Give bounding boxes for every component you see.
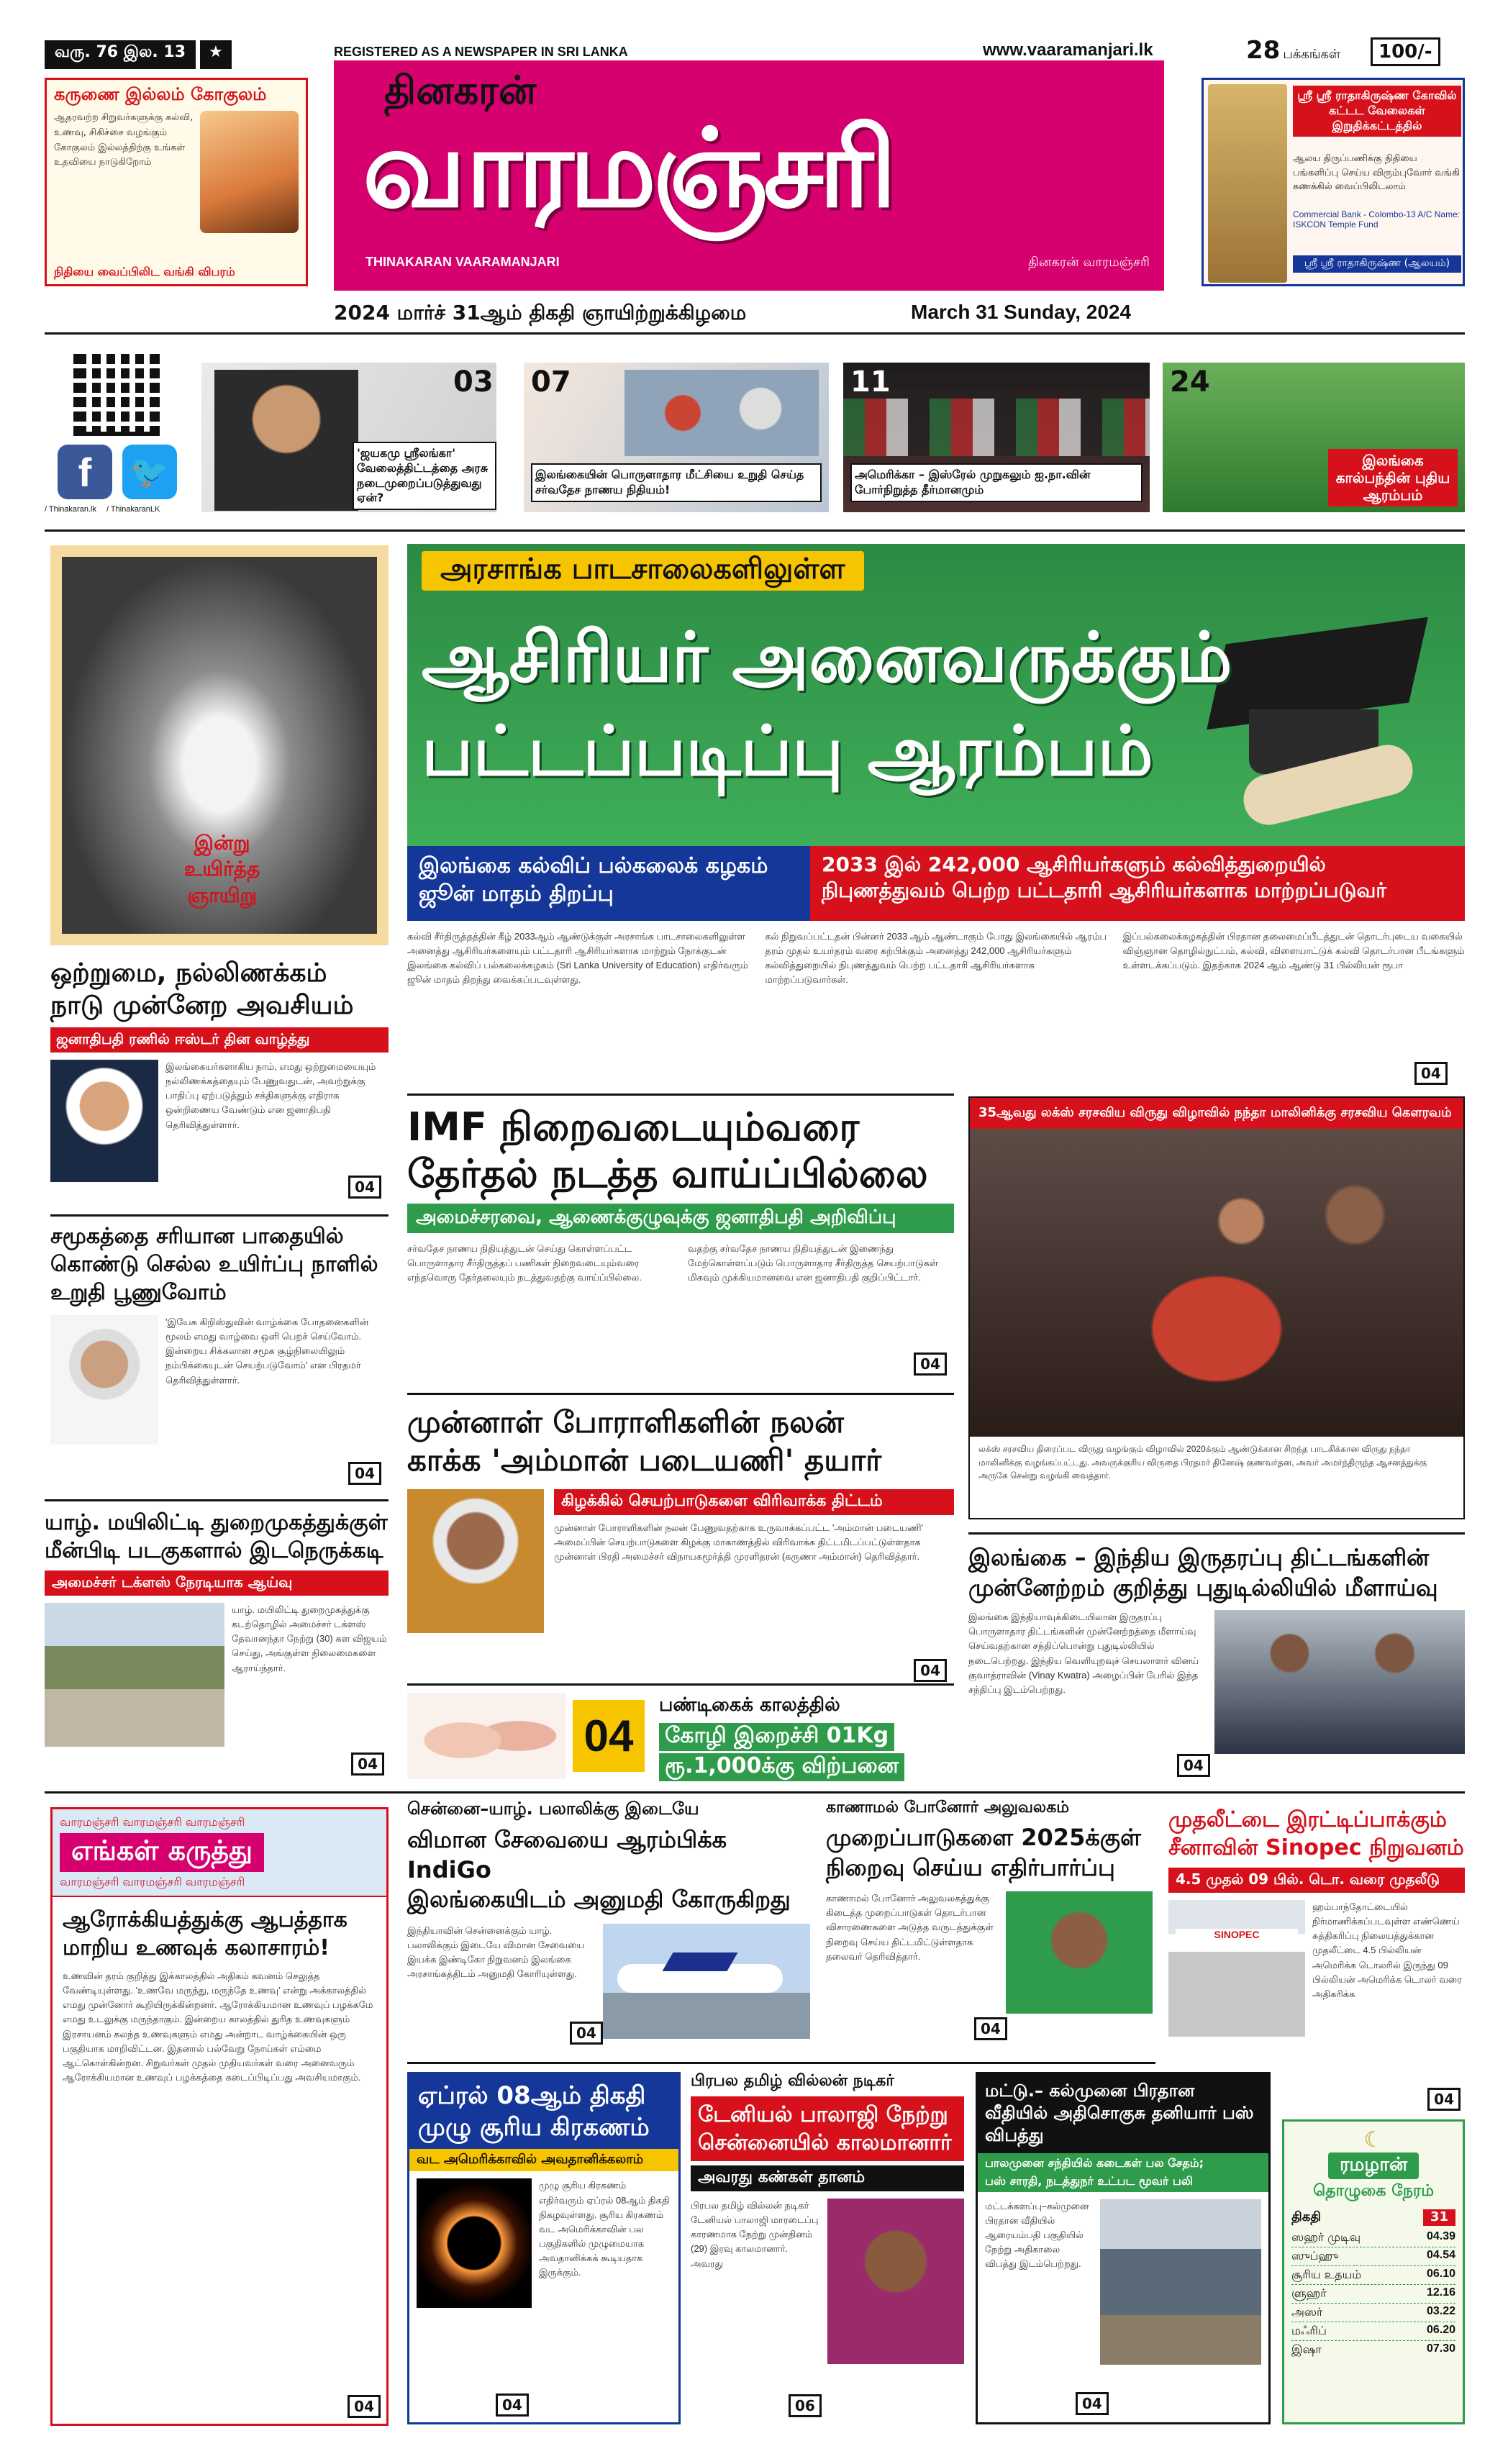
editorial-headline: ஆரோக்கியத்துக்கு ஆபத்தாக மாறிய உணவுக் கலாசாரம்! bbox=[63, 1907, 348, 1960]
date-tamil: 2024 மார்ச் 31ஆம் திகதி ஞாயிற்றுக்கிழமை bbox=[334, 301, 747, 324]
chennai-body: இந்தியாவின் சென்னைக்கும் யாழ். பலாலிக்கும் இடையே விமான சேவையை இயக்க இண்டிகோ நிறுவனம் இலங்கை அரசாங்கத்திடம் அனுமதி கோரியுள்ளது. bbox=[407, 1924, 585, 1980]
table-row bbox=[1291, 2247, 1455, 2266]
nameplate-small-title: தினகரன் bbox=[384, 68, 537, 113]
unity-body: இலங்கையர்களாகிய நாம், எமது ஒற்றுமையையும் நல்லிணக்கத்தையும் பேணுவதுடன், அவற்றுக்கு பாதிப்பு ஏற்படுத்தும் சக்திகளுக்கு எதிராக ஒன்றிணைய வேண்டும் என ஜனாதிபதி தெரிவித்துள்ளார். bbox=[165, 1061, 376, 1130]
daniel-body: பிரபல தமிழ் வில்லன் நடிகர் டேனியல் பாலாஜி மாரடைப்பு காரணமாக நேற்று முன்தினம் (29) இரவு காலமானார். அவரது bbox=[691, 2200, 819, 2269]
ammaan-headline-2: காக்க 'அம்மான் படையணி' தயார் bbox=[407, 1442, 882, 1478]
ramadan-subtitle: தொழுகை நேரம் bbox=[1313, 2182, 1434, 2200]
prayer-time: 06.20 bbox=[1426, 2324, 1455, 2336]
teaser-2-photo bbox=[624, 370, 819, 456]
lead-body bbox=[407, 929, 1465, 1081]
imf-jump[interactable]: 04 bbox=[914, 1353, 947, 1376]
price-box: 100/- bbox=[1371, 37, 1440, 66]
table-row bbox=[1291, 2322, 1455, 2341]
daniel-article[interactable] bbox=[691, 2072, 964, 2424]
editorial-banner-bottom: வாரமஞ்சரி வாரமஞ்சரி வாரமஞ்சரி bbox=[60, 1875, 245, 1888]
table-row bbox=[1291, 2304, 1455, 2322]
ramadan-box bbox=[1282, 2119, 1465, 2424]
teaser-1-page: 03 bbox=[453, 365, 494, 399]
jesus-image bbox=[62, 557, 377, 934]
table-row bbox=[1291, 2341, 1455, 2359]
temple-illustration bbox=[1208, 84, 1287, 283]
prayer-name: மஃரிப் bbox=[1291, 2324, 1327, 2337]
teaser-4-page: 24 bbox=[1170, 365, 1210, 399]
right-ad[interactable] bbox=[1202, 78, 1465, 286]
prayer-time: 03.22 bbox=[1426, 2305, 1455, 2317]
page-count bbox=[1246, 36, 1340, 65]
teaser-2-caption: இலங்கையின் பொருளாதார மீட்சியை உறுதி செய்த சர்வதேச நாணய நிதியம்! bbox=[531, 463, 822, 502]
bus-headline: மட்டு.– கல்முனை பிரதான வீதியில் அதிசொகுசு தனியார் பஸ் விபத்து bbox=[978, 2074, 1268, 2153]
bus-body: மட்டக்களப்பு–கல்முனை பிரதான வீதியில் ஆரையம்பதி பகுதியில் நேற்று அதிகாலை விபத்து இடம்பெற்றது. bbox=[985, 2200, 1089, 2270]
chicken-line-1: பண்டிகைக் காலத்தில் bbox=[659, 1694, 840, 1716]
teaser-1-photo bbox=[214, 370, 358, 511]
right-ad-body: ஆலய திருப்பணிக்கு நிதியை பங்களிப்பு செய்ய விரும்புவோர் வங்கி கணக்கில் வைப்பிலிடலாம் bbox=[1293, 153, 1460, 192]
teaser-3-caption: அமெரிக்கா – இஸ்ரேல் முறுகலும் ஐ.நா.வின் போர்நிறுத்த தீர்மானமும் bbox=[850, 463, 1143, 502]
pm-body: 'இயேசு கிறிஸ்துவின் வாழ்க்கை போதனைகளின் மூலம் எமது வாழ்வை ஒளி பெறச் செய்வோம். இன்றைய சிக்கலான சமூக சூழ்நிலையிலும் நம்பிக்கையுடன் செயற்படுவோம்' என பிரதமர் தெரிவித்துள்ளார். bbox=[165, 1317, 369, 1386]
lead-headline-1: ஆசிரியர் அனைவருக்கும் bbox=[422, 617, 1232, 698]
ammaan-body: முன்னாள் போராளிகளின் நலன் பேணுவதற்காக உருவாக்கப்பட்ட 'அம்மான் படையணி' அமைப்பின் செயற்பாடுகளை கிழக்கு மாகாணத்தில் விரிவாக்க திட்டமிடப்பட்டுள்ளதாக முன்னாள் பிரதி அமைச்சர் விநாயகமூர்த்தி முரளிதரன் (கருணா அம்மான்) தெரிவித்தார். bbox=[554, 1522, 924, 1563]
indigo-plane-photo bbox=[603, 1924, 810, 2039]
easter-box[interactable] bbox=[50, 545, 389, 945]
india-headline-2: முன்னேற்றம் குறித்து புதுடில்லியில் மீளாய்வு bbox=[968, 1573, 1438, 1601]
editorial-title: எங்கள் கருத்து bbox=[60, 1833, 264, 1872]
lead-body-col-3: இப்பல்கலைக்கழகத்தின் பிரதான தலைமைப்பீடத்துடன் தொடர்புடைய வகையில் விஞ்ஞான தொழில்நுட்பம், கல்வி, விளையாட்டுக் கல்வி தொடர்பான பீடங்களும் உள்ளடக்கப்படும். இதற்காக 2024 ஆம் ஆண்டு 31 பில்லியன் ரூபா bbox=[1122, 931, 1465, 971]
ramadan-date-value: 31 bbox=[1423, 2209, 1455, 2226]
left-ad-footer: நிதியை வைப்பிலிட வங்கி விபரம் bbox=[54, 265, 235, 278]
missing-official-photo bbox=[1006, 1891, 1153, 2014]
missing-kicker: காணாமல் போனோர் அலுவலகம் bbox=[826, 1799, 1069, 1817]
krishna-illustration bbox=[200, 111, 299, 233]
prayer-time: 12.16 bbox=[1426, 2286, 1455, 2299]
editorial-banner-top: வாரமஞ்சரி வாரமஞ்சரி வாரமஞ்சரி bbox=[60, 1815, 245, 1829]
unity-jump[interactable]: 04 bbox=[348, 1176, 381, 1199]
eclipse-image bbox=[417, 2178, 532, 2308]
qr-code-icon[interactable] bbox=[73, 350, 160, 436]
editorial-jump[interactable]: 04 bbox=[348, 2395, 381, 2418]
teaser-1[interactable] bbox=[201, 363, 496, 512]
daniel-headline-2: சென்னையில் காலமானார் bbox=[698, 2130, 952, 2155]
chennai-kicker: சென்னை–யாழ். பலாலிக்கு இடையே bbox=[407, 1799, 699, 1819]
teaser-2-page: 07 bbox=[531, 365, 571, 399]
easter-line-3: ஞாயிறு bbox=[187, 883, 258, 907]
left-ad-body: ஆதரவற்ற சிறுவர்களுக்கு கல்வி, உணவு, சிகிச்சை வழங்கும் கோகுலம் இல்லத்திற்கு உங்கள் உதவியை நாடுகிறோம் bbox=[54, 112, 194, 168]
sinopec-article[interactable] bbox=[1168, 1806, 1465, 2115]
crescent-icon: ☾ bbox=[1363, 2127, 1384, 2152]
ranil-photo bbox=[50, 1060, 158, 1182]
prayer-time: 04.39 bbox=[1426, 2230, 1455, 2242]
table-row bbox=[1291, 2266, 1455, 2285]
ammaan-article[interactable] bbox=[407, 1393, 954, 1688]
pm-jump[interactable]: 04 bbox=[348, 1462, 381, 1485]
india-article[interactable] bbox=[968, 1532, 1465, 1781]
prayer-name: ளுஹர் bbox=[1291, 2286, 1327, 2300]
teaser-3-page: 11 bbox=[850, 365, 891, 399]
bus-sub-1: பாலமுனை சந்தியில் கடைகள் பல சேதம்; bbox=[978, 2153, 1268, 2174]
daniel-photo bbox=[827, 2199, 964, 2364]
registered-line: REGISTERED AS A NEWSPAPER IN SRI LANKA bbox=[334, 45, 628, 59]
myliddy-photo bbox=[45, 1603, 224, 1747]
unity-sub: ஜனாதிபதி ரணில் ஈஸ்டர் தின வாழ்த்து bbox=[50, 1027, 389, 1053]
teaser-1-caption: 'ஜயகமு ஸ்ரீலங்கா' வேலைத்திட்டத்தை அரசு நடைமுறைப்படுத்துவது ஏன்? bbox=[353, 442, 496, 510]
india-jump[interactable]: 04 bbox=[1177, 1754, 1210, 1777]
website-link[interactable]: www.vaaramanjari.lk bbox=[983, 40, 1153, 60]
twitter-icon[interactable]: 🐦 bbox=[122, 445, 177, 499]
left-ad-title: கருணை இல்லம் கோகுலம் bbox=[54, 84, 267, 104]
photo-news[interactable] bbox=[968, 1096, 1465, 1519]
india-body: இலங்கை இந்தியாவுக்கிடையிலான இருதரப்பு பொருளாதார திட்டங்களின் முன்னேற்றத்தை மீளாய்வு செய்வதற்கான சந்திப்பொன்று புதுடில்லியில் நடைபெற்றது. இந்திய வெளியுறவுச் செயலாளர் வினய் குவாத்ராவின் (Vinay Kwatra) அழைப்பின் பேரில் இந்த சந்திப்பு இடம்பெற்றது. bbox=[968, 1611, 1199, 1695]
facebook-handle[interactable]: / Thinakaran.lk bbox=[45, 505, 96, 514]
left-ad[interactable] bbox=[45, 78, 308, 286]
missing-headline-2: நிறைவு செய்ய எதிர்பார்ப்பு bbox=[826, 1853, 1115, 1881]
teaser-3-photo bbox=[843, 399, 1150, 456]
ramadan-date-label: திகதி bbox=[1291, 2209, 1322, 2224]
india-photo bbox=[1214, 1610, 1465, 1754]
easter-line-1: இன்று bbox=[194, 831, 250, 855]
bus-article[interactable] bbox=[976, 2072, 1271, 2424]
right-ad-footer: ஸ்ரீ ஸ்ரீ ராதாகிருஷ்ண (ஆலயம்) bbox=[1293, 255, 1461, 273]
ammaan-jump[interactable]: 04 bbox=[914, 1659, 947, 1682]
ramadan-table bbox=[1291, 2229, 1455, 2359]
chicken-ad[interactable] bbox=[407, 1683, 954, 1784]
pm-article[interactable] bbox=[50, 1214, 389, 1488]
lead-sub-right: 2033 இல் 242,000 ஆசிரியர்களும் கல்வித்துறையில் நிபுணத்துவம் பெற்ற பட்டதாரி ஆசிரியர்களாக மாற்றப்படுவர் bbox=[810, 846, 1465, 921]
imf-headline-2: தேர்தல் நடத்த வாய்ப்பில்லை bbox=[407, 1150, 928, 1196]
eclipse-jump[interactable]: 04 bbox=[496, 2393, 529, 2417]
ammaan-headline-1: முன்னாள் போராளிகளின் நலன் bbox=[407, 1404, 844, 1440]
imf-body-1: சர்வதேச நாணய நிதியத்துடன் செய்து கொள்ளப்பட்ட பொருளாதார சீர்திருத்தப் பணிகள் நிறைவடையும்வரை எந்தவொரு தேர்தலையும் நடத்துவதற்கு வாய்ப்பில்லை. bbox=[407, 1242, 642, 1283]
prayer-time: 07.30 bbox=[1426, 2342, 1455, 2355]
teaser-4-caption: இலங்கை கால்பந்தின் புதிய ஆரம்பம் bbox=[1328, 449, 1458, 506]
ramadan-title: ரமழான் bbox=[1328, 2152, 1419, 2179]
unity-article[interactable] bbox=[50, 957, 389, 1201]
chennai-jump[interactable]: 04 bbox=[570, 2022, 603, 2045]
missing-body: காணாமல் போனோர் அலுவலகத்துக்கு கிடைத்த முறைப்பாடுகள் தொடர்பான விசாரணைகளை அடுத்த வருடத்துக்குள் நிறைவு செய்ய திட்டமிட்டுள்ளதாக தலைவர் தெரிவித்தார். bbox=[826, 1893, 994, 1962]
teaser-4[interactable] bbox=[1163, 363, 1465, 512]
prayer-name: ஸுப்ஹு bbox=[1291, 2249, 1339, 2263]
star-icon: ★ bbox=[200, 40, 232, 69]
eclipse-article[interactable] bbox=[407, 2072, 681, 2424]
facebook-icon[interactable]: f bbox=[58, 445, 112, 499]
eclipse-sub: வட அமெரிக்காவில் அவதானிக்கலாம் bbox=[409, 2149, 678, 2171]
lead-jump[interactable]: 04 bbox=[1414, 1062, 1448, 1085]
twitter-handle[interactable]: / ThinakaranLK bbox=[106, 505, 160, 514]
sinopec-headline-2: சீனாவின் Sinopec நிறுவனம் bbox=[1168, 1835, 1464, 1860]
teaser-2[interactable] bbox=[524, 363, 829, 512]
nameplate-english: THINAKARAN VAARAMANJARI bbox=[365, 255, 560, 269]
eclipse-headline-1: ஏப்ரல் 08ஆம் திகதி bbox=[418, 2081, 646, 2110]
sinopec-station-photo: SINOPEC bbox=[1168, 1900, 1305, 2037]
karuna-photo bbox=[407, 1489, 544, 1633]
date-english: March 31 Sunday, 2024 bbox=[911, 301, 1132, 323]
chennai-headline-2: இலங்கையிடம் அனுமதி கோருகிறது bbox=[407, 1886, 791, 1914]
sinopec-jump[interactable]: 04 bbox=[1427, 2088, 1461, 2111]
lead-body-col-2: கல் நிறுவப்பட்டதன் பின்னர் 2033 ஆம் ஆண்டாகும் போது இலங்கையில் ஆரம்ப தரம் முதல் உயர்தரம் வரை கற்பிக்கும் அனைத்து 242,000 ஆசிரியர்களும் கல்வித்துறையில் நிபுணத்துவம் பெற்ற பட்டதாரி ஆசிரியர்களாக மாற்றப்படுவார்கள். bbox=[765, 931, 1107, 986]
bottom-rule bbox=[407, 2062, 1155, 2064]
easter-line-2: உயிர்த்த bbox=[184, 857, 260, 881]
chicken-photo bbox=[407, 1693, 566, 1779]
lead-banner[interactable] bbox=[407, 544, 1465, 846]
imf-body-2: வதற்கு சர்வதேச நாணய நிதியத்துடன் இணைந்து மேற்கொள்ளப்படும் பொருளாதார சீர்திருத்த செயற்பாடுகள் மிகவும் முக்கியமானவை என ஜனாதிபதி குறிப்பிட்டார். bbox=[688, 1242, 938, 1283]
imf-headline-1: IMF நிறைவடையும்வரை bbox=[407, 1104, 860, 1150]
lead-sub-left: இலங்கை கல்விப் பல்கலைக் கழகம் ஜூன் மாதம் திறப்பு bbox=[407, 846, 810, 921]
chennai-article[interactable] bbox=[407, 1799, 810, 2055]
saraswiya-photo bbox=[970, 1129, 1463, 1437]
bus-sub-2: பஸ் சாரதி, நடத்துநர் உட்பட மூவர் பலி bbox=[978, 2174, 1268, 2192]
right-ad-title: ஸ்ரீ ஸ்ரீ ராதாகிருஷ்ண கோவில் கட்டட வேலைகள் இறுதிக்கட்டத்தில் bbox=[1293, 86, 1461, 137]
myliddy-headline: யாழ். மயிலிட்டி துறைமுகத்துக்குள் மீன்பிடி படகுகளால் இடநெருக்கடி bbox=[45, 1510, 388, 1563]
myliddy-sub: அமைச்சர் டக்ளஸ் நேரடியாக ஆய்வு bbox=[45, 1570, 389, 1596]
prayer-name: இஷா bbox=[1291, 2342, 1322, 2356]
right-ad-bank: Commercial Bank - Colombo-13 A/C Name: ISKCON Temple Fund bbox=[1293, 209, 1461, 229]
chicken-line-2: கோழி இறைச்சி 01Kg bbox=[659, 1723, 894, 1751]
missing-article[interactable] bbox=[826, 1799, 1153, 2055]
sinopec-headline-1: முதலீட்டை இரட்டிப்பாக்கும் bbox=[1168, 1807, 1447, 1832]
teaser-3[interactable] bbox=[843, 363, 1150, 512]
myliddy-body: யாழ். மயிலிட்டி துறைமுகத்துக்கு கடற்தொழில் அமைச்சர் டக்ளஸ் தேவானந்தா நேற்று (30) கள விஜயம் செய்து, அங்குள்ள நிலைமைகளை ஆராய்ந்தார். bbox=[232, 1604, 387, 1673]
nameplate bbox=[334, 60, 1164, 291]
bus-jump[interactable]: 04 bbox=[1076, 2392, 1109, 2415]
nameplate-footer-tamil: தினகரன் வாரமஞ்சரி bbox=[1028, 255, 1150, 270]
page-count-number: 28 bbox=[1246, 36, 1281, 65]
imf-sub: அமைச்சரவை, ஆணைக்குழுவுக்கு ஜனாதிபதி அறிவிப்பு bbox=[407, 1204, 954, 1233]
editorial-body: உணவின் தரம் குறித்து இக்காலத்தில் அதிகம் கவனம் செலுத்த வேண்டியுள்ளது. 'உணவே மருந்து, மருந்தே உணவு' என்று அக்காலத்தில் எமது முன்னோர் கூறியிருக்கின்றனர். ஆரோக்கியமான உணவுப் பழக்கமே எமது உடலுக்கு மருந்தாகும். இன்றைய காலத்தில் துரித உணவுகளும் இரசாயனம் கலந்த உணவுகளும் எமது அன்றாட வாழ்க்கையின் ஒரு பகுதியாக மாறிவிட்டன. இதனால் பல்வேறு நோய்கள் எம்மை ஆட்கொள்கின்றன. சிறுவர்கள் முதல் முதியவர்கள் வரை அனைவரும் ஆரோக்கியமான உணவுப் பழக்கத்தை கடைப்பிடிப்பது அவசியமாகும். bbox=[63, 1970, 373, 2083]
social-block bbox=[45, 350, 188, 515]
lead-headline-2: பட்டப்படிப்பு ஆரம்பம் bbox=[422, 711, 1153, 791]
imf-article[interactable] bbox=[407, 1094, 954, 1381]
missing-jump[interactable]: 04 bbox=[974, 2017, 1007, 2040]
lead-body-col-1: கல்வி சீர்திருத்தத்தின் கீழ் 2033ஆம் ஆண்டுக்குள் அரசாங்க பாடசாலைகளிலுள்ள அனைத்து ஆசிரியர்களையும் பட்டதாரி ஆசிரியர்களாக மாற்றும் நோக்குடன் இலங்கை கல்விப் பல்கலைக்கழகம் (Sri Lanka University of Education) எதிர்வரும் ஜூன் மாதம் திறந்து வைக்கப்படவுள்ளது. bbox=[407, 931, 748, 986]
dinesh-photo bbox=[50, 1315, 158, 1445]
table-row bbox=[1291, 2285, 1455, 2304]
volume-number: வரு. 76 இல. 13 bbox=[45, 40, 196, 69]
photo-news-title: 35ஆவது லக்ஸ் சரசவிய விருது விழாவில் நந்தா மாலினிக்கு சரசவிய கௌரவம் bbox=[970, 1098, 1463, 1129]
daniel-jump[interactable]: 06 bbox=[789, 2394, 822, 2417]
daniel-kicker: பிரபல தமிழ் வில்லன் நடிகர் bbox=[691, 2072, 894, 2090]
lead-kicker: அரசாங்க பாடசாலைகளிலுள்ள bbox=[422, 551, 864, 591]
india-headline-1: இலங்கை – இந்திய இருதரப்பு திட்டங்களின் bbox=[968, 1544, 1430, 1571]
page-count-word: பக்கங்கள் bbox=[1283, 47, 1341, 62]
sinopec-sub: 4.5 முதல் 09 பில். டொ. வரை முதலீடு bbox=[1168, 1868, 1465, 1893]
prayer-name: அஸர் bbox=[1291, 2305, 1323, 2319]
pm-headline: சமூகத்தை சரியான பாதையில் கொண்டு செல்ல உயிர்ப்பு நாளில் உறுதி பூணுவோம் bbox=[50, 1224, 378, 1305]
volume-badge bbox=[45, 40, 232, 69]
prayer-time: 04.54 bbox=[1426, 2249, 1455, 2261]
photo-news-caption: லக்ஸ் சரசவிய திரைப்பட விருது வழங்கும் விழாவில் 2020க்கும் ஆண்டுக்கான சிறந்த பாடகிக்கான விருது நந்தா மாலினிக்கு வழங்கப்பட்டது. அவருக்குரிய விருதை பிரதமர் தினேஷ் குணவர்தன, அவர் அமர்ந்திருந்த ஆசனத்துக்கு அருகே சென்று வழங்கி வைத்தார். bbox=[978, 1444, 1427, 1481]
daniel-headline-1: டேனியல் பாலாஜி நேற்று bbox=[698, 2102, 948, 2127]
chennai-headline-1: விமான சேவையை ஆரம்பிக்க IndiGo bbox=[407, 1826, 727, 1883]
editorial-box[interactable] bbox=[50, 1807, 389, 2426]
eclipse-headline-2: முழு சூரிய கிரகணம் bbox=[418, 2113, 650, 2142]
teaser-rule bbox=[45, 529, 1465, 532]
table-row bbox=[1291, 2229, 1455, 2247]
masthead-rule bbox=[45, 332, 1465, 335]
daniel-sub: அவரது கண்கள் தானம் bbox=[691, 2165, 964, 2191]
chicken-num: 04 bbox=[573, 1700, 645, 1772]
eclipse-body: முழு சூரிய கிரகணம் எதிர்வரும் ஏப்ரல் 08ஆம் திகதி நிகழவுள்ளது. சூரிய கிரகணம் வட அமெரிக்காவின் பல பகுதிகளில் முழுமையாக அவதானிக்கக் கூடியதாக இருக்கும். bbox=[539, 2180, 670, 2278]
unity-headline: ஒற்றுமை, நல்லிணக்கம் நாடு முன்னேற அவசியம் bbox=[50, 958, 354, 1020]
myliddy-article[interactable] bbox=[45, 1499, 389, 1780]
missing-headline-1: முறைப்பாடுகளை 2025க்குள் bbox=[826, 1824, 1141, 1851]
nameplate-main-title: வாரமஞ்சரி bbox=[363, 106, 893, 232]
lower-rule bbox=[45, 1791, 1465, 1794]
chicken-line-3: ரூ.1,000க்கு விற்பனை bbox=[659, 1753, 904, 1781]
lead-subheads bbox=[407, 846, 1465, 921]
graduation-cap-icon bbox=[1199, 601, 1436, 832]
prayer-name: சூரிய உதயம் bbox=[1291, 2268, 1362, 2281]
myliddy-jump[interactable]: 04 bbox=[351, 1752, 384, 1776]
prayer-name: ஸஹர் முடிவு bbox=[1291, 2230, 1361, 2244]
sinopec-body: ஹம்பாந்தோட்டையில் நிர்மாணிக்கப்படவுள்ள எண்ணெய் சுத்திகரிப்பு நிலையத்துக்கான முதலீட்டை 4.5 பில்லியன் அமெரிக்க டொலரில் இருந்து 09 பில்லியன் அமெரிக்க டொலர் வரை அதிகரிக்க bbox=[1312, 1901, 1462, 1999]
prayer-time: 06.10 bbox=[1426, 2268, 1455, 2280]
masthead bbox=[0, 0, 1508, 338]
ammaan-sub: கிழக்கில் செயற்பாடுகளை விரிவாக்க திட்டம் bbox=[554, 1489, 954, 1515]
bus-crash-photo bbox=[1100, 2199, 1261, 2365]
